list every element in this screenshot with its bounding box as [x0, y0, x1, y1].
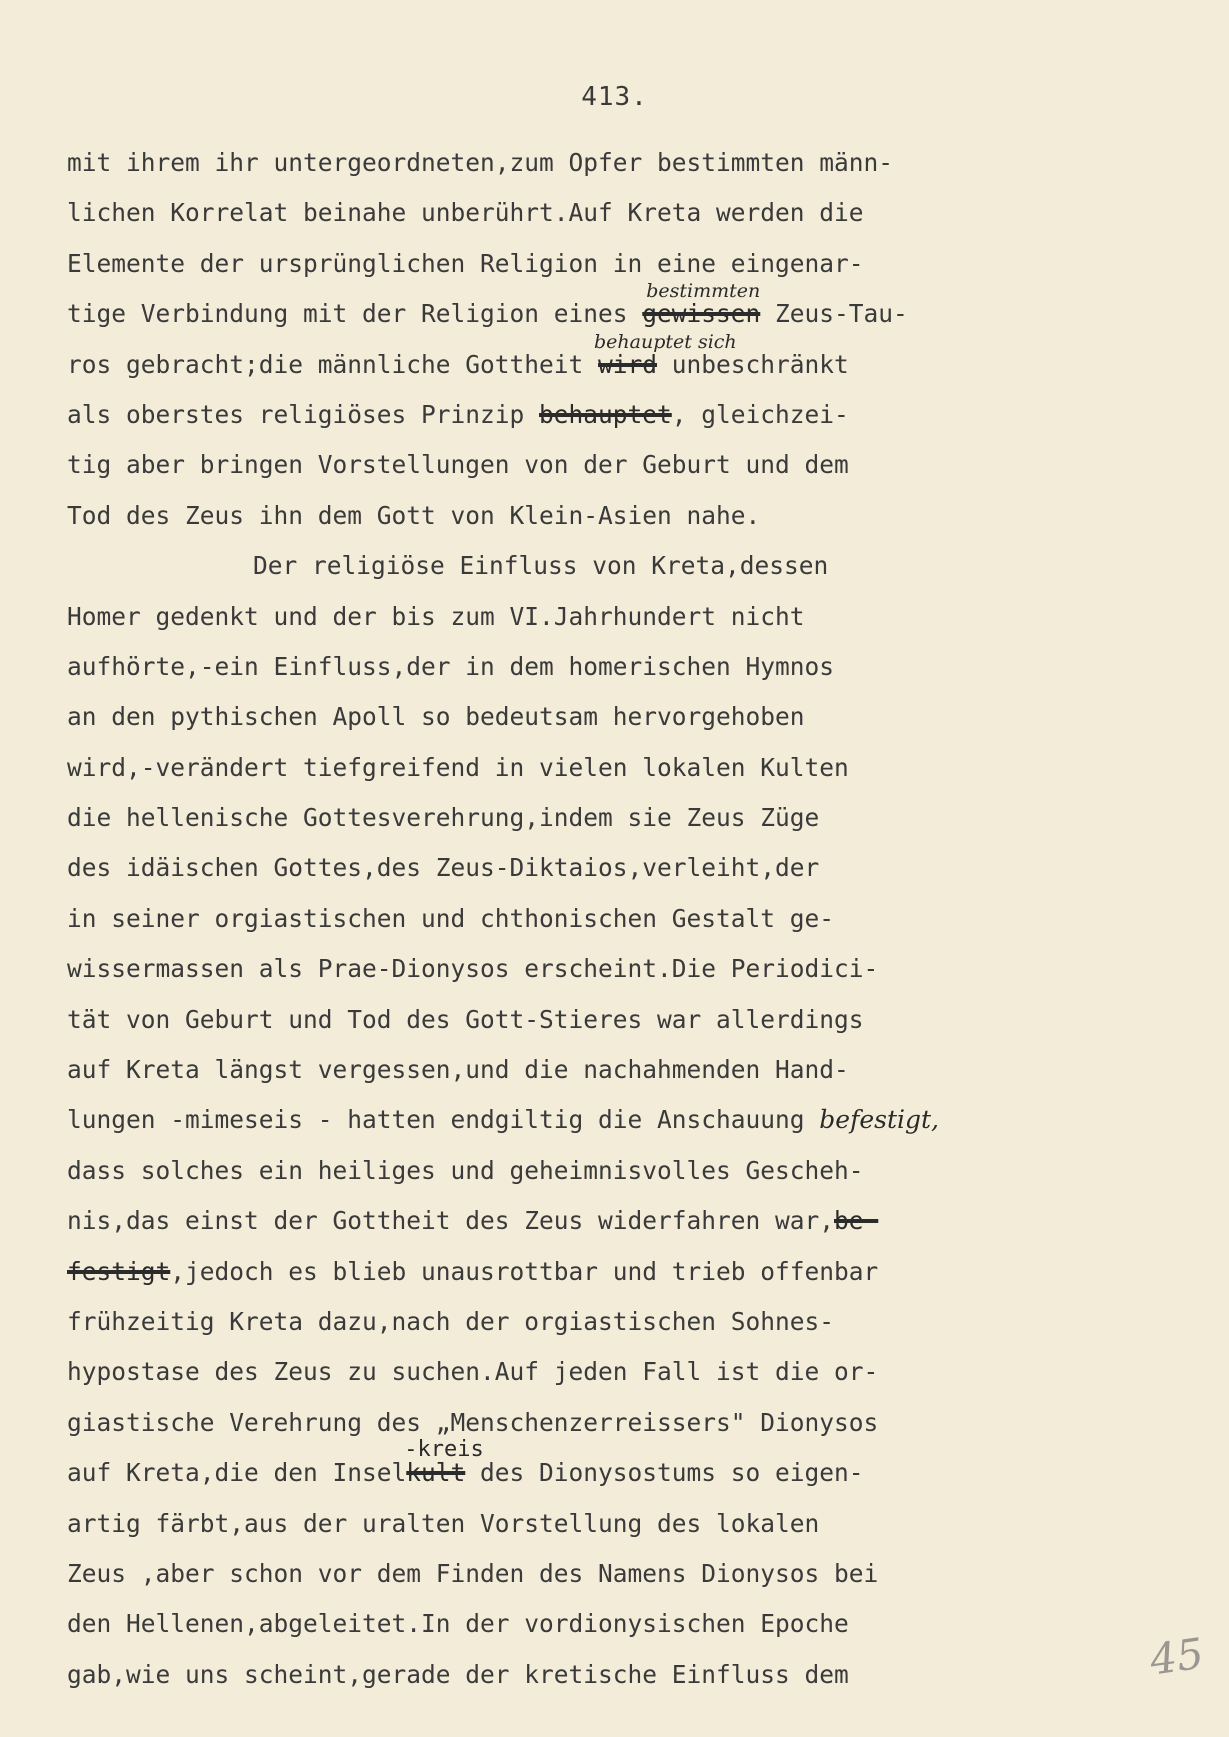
text-segment: ,jedoch es blieb unausrottbar und trieb offenbar [170, 1256, 879, 1286]
text-line: lichen Korrelat beinahe unberührt.Auf Kreta werden die [67, 198, 864, 228]
text-line: des idäischen Gottes,des Zeus-Diktaios,verleiht,der [67, 853, 820, 883]
text-segment: des Dionysostums so eigen- [465, 1458, 864, 1488]
struck-word: wird [598, 349, 658, 379]
struck-word: behauptet [539, 399, 672, 429]
text-line: Zeus ,aber schon vor dem Finden des Namens Dionysos bei [67, 1558, 879, 1588]
text-line: hypostase des Zeus zu suchen.Auf jeden Fall ist die or- [67, 1357, 879, 1387]
text-line [67, 1196, 1177, 1246]
struck-word: be- [834, 1206, 879, 1236]
text-line [67, 1095, 1177, 1145]
text-line: Der religiöse Einfluss von Kreta,dessen [253, 551, 829, 581]
text-line: wird,-verändert tiefgreifend in vielen lokalen Kulten [67, 752, 849, 782]
text-line: Elemente der ursprünglichen Religion in eine eingenar- [67, 248, 864, 278]
text-line: tät von Geburt und Tod des Gott-Stieres war allerdings [67, 1004, 864, 1034]
text-segment: Zeus-Tau- [760, 299, 908, 329]
text-line: an den pythischen Apoll so bedeutsam hervorgehoben [67, 702, 805, 732]
struck-word: kult [406, 1458, 466, 1488]
handwritten-insertion: befestigt, [819, 1105, 939, 1135]
handwritten-insertion: -kreis [404, 1437, 484, 1463]
text-line: dass solches ein heiliges und geheimnisvolles Gescheh- [67, 1155, 864, 1185]
page-number: 413. [581, 82, 648, 112]
text-line: auf Kreta längst vergessen,und die nachahmenden Hand- [67, 1055, 849, 1085]
text-segment: , gleichzei- [671, 399, 849, 429]
handwritten-insertion: behauptet sich [594, 330, 737, 353]
text-line: den Hellenen,abgeleitet.In der vordionysischen Epoche [67, 1609, 849, 1639]
text-segment: nis,das einst der Gottheit des Zeus widerfahren war, [67, 1206, 835, 1236]
text-line [67, 1437, 1177, 1498]
text-line [67, 330, 1177, 390]
text-line: die hellenische Gottesverehrung,indem sie Zeus Züge [67, 803, 820, 833]
typed-text-body [67, 138, 1177, 1700]
handwritten-insertion: bestimmten [646, 280, 761, 303]
text-line: giastische Verehrung des „Menschenzerreissers" Dionysos [67, 1407, 879, 1437]
edited-word [404, 1437, 484, 1488]
text-segment: unbeschränkt [657, 349, 849, 379]
text-line: frühzeitig Kreta dazu,nach der orgiastischen Sohnes- [67, 1306, 835, 1336]
text-segment: als oberstes religiöses Prinzip [67, 399, 540, 429]
text-line: Homer gedenkt und der bis zum VI.Jahrhundert nicht [67, 601, 805, 631]
edited-word [642, 280, 761, 329]
text-segment: ros gebracht;die männliche Gottheit [67, 349, 599, 379]
edited-word [594, 330, 737, 379]
text-line: Tod des Zeus ihn dem Gott von Klein-Asien nahe. [67, 500, 761, 530]
text-line: aufhörte,-ein Einfluss,der in dem homerischen Hymnos [67, 651, 835, 681]
text-line: tig aber bringen Vorstellungen von der Geburt und dem [67, 450, 849, 480]
text-line [67, 1247, 1177, 1297]
text-line: wissermassen als Prae-Dionysos erscheint.Die Periodici- [67, 954, 879, 984]
struck-word: gewissen [642, 299, 761, 329]
text-segment: tige Verbindung mit der Religion eines [67, 299, 643, 329]
text-line: in seiner orgiastischen und chthonischen Gestalt ge- [67, 903, 835, 933]
pencil-margin-note: 45 [1146, 1628, 1207, 1685]
text-line: mit ihrem ihr untergeordneten,zum Opfer bestimmten männ- [67, 148, 894, 177]
text-line [67, 390, 1177, 440]
text-segment: auf Kreta,die den Insel [67, 1458, 407, 1488]
struck-word: festigt [67, 1256, 171, 1286]
text-line: artig färbt,aus der uralten Vorstellung des lokalen [67, 1508, 820, 1538]
text-line: gab,wie uns scheint,gerade der kretische Einfluss dem [67, 1659, 849, 1689]
text-segment: lungen -mimeseis - hatten endgiltig die Anschauung [67, 1105, 820, 1135]
